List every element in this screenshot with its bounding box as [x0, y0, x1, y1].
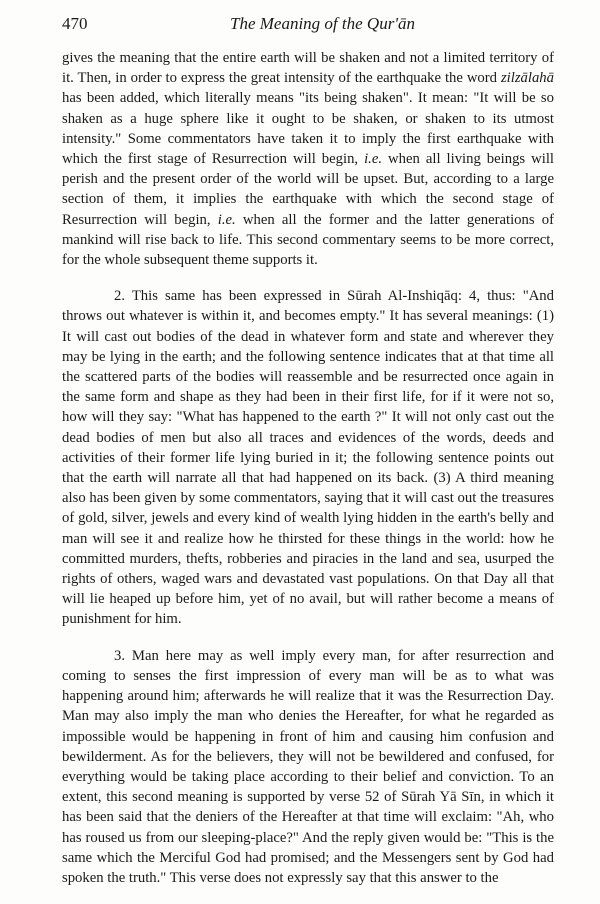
- paragraph-2-note: [62, 286, 554, 629]
- body-text: [62, 48, 554, 904]
- italic-term: i.e.: [217, 211, 236, 228]
- text-run: has been added, which literally means "its being shaken". It mean: "It will be so shaken as a huge sphere like it ought to be shaken, or shaken to its utmost intensity." Some commentators have taken it to imply the first earthquake with which the first stage of Resurrection will begin,: [62, 90, 554, 168]
- text-run: 2. This same has been expressed in Sūrah Al-Inshiqāq: 4, thus: "And throws out whatever is within it, and becomes empty." It has several meanings: (1) It will cast out bodies of the dead in whatever form and state and wherever they may be lying in the earth; and the following sentence indicates that at that time all the scattered parts of the bodies will reassemble and be resurrected once again in the same form and shape as they had been in their first life, for if it were not so, how will they say: "What has happened to the earth ?" It will not only cast out the dead bodies of men but also all traces and evidences of the words, deeds and activities of their former life lying buried in it; the following sentence points out that the earth will narrate all that had happened on its back. (3) A third meaning also has been given by some commentators, saying that it will cast out the treasures of gold, silver, jewels and every kind of wealth lying hidden in the earth's belly and man will see it and realize how he thirsted for these things in the world: how he committed murders, thefts, robberies and piracies in the land and sea, usurped the rights of others, waged wars and devastated vast populations. On that Day all that will lie heaped up before him, yet of no avail, but will rather become a means of punishment for him.: [62, 288, 554, 628]
- paragraph-3-note: [62, 646, 554, 888]
- text-run: when all the former and the latter generations of mankind will rise back to life. This second commentary seems to be more correct, for the whole subsequent theme supports it.: [62, 211, 554, 269]
- page-number: 470: [62, 14, 88, 33]
- text-run: when all living beings will perish and the present order of the world will be upset. But, according to a large section of them, it implies the earthquake with which the second stage of Resurrection will begin,: [62, 151, 554, 228]
- text-run: gives the meaning that the entire earth will be shaken and not a limited territory of it. Then, in order to express the great intensity of the earthquake the word: [62, 50, 554, 87]
- italic-term: zilzālahā: [500, 70, 554, 87]
- running-title: The Meaning of the Qur'ān: [230, 14, 415, 33]
- text-run: 3. Man here may as well imply every man, for after resurrection and coming to senses the first impression of every man will be as to what was happening around him; afterwards he will realize that it was the Resurrection Day. Man may also imply the man who denies the Hereafter, for what he regarded as impossible would be happening in front of him and causing him confusion and bewilderment. As for the believers, they will not be bewildered and confused, for everything would be taking place according to their belief and conviction. To an extent, this second meaning is supported by verse 52 of Sūrah Yā Sīn, in which it has been said that the deniers of the Hereafter at that time will exclaim: "Ah, who has roused us from our sleeping-place?" And the reply given would be: "This is the same which the Merciful God had promised; and the Messengers sent by God had spoken the truth." This verse does not expressly say that this answer to the: [62, 647, 554, 886]
- page-header: [62, 14, 542, 38]
- paragraph-1: [62, 48, 554, 270]
- italic-term: i.e.: [364, 151, 383, 168]
